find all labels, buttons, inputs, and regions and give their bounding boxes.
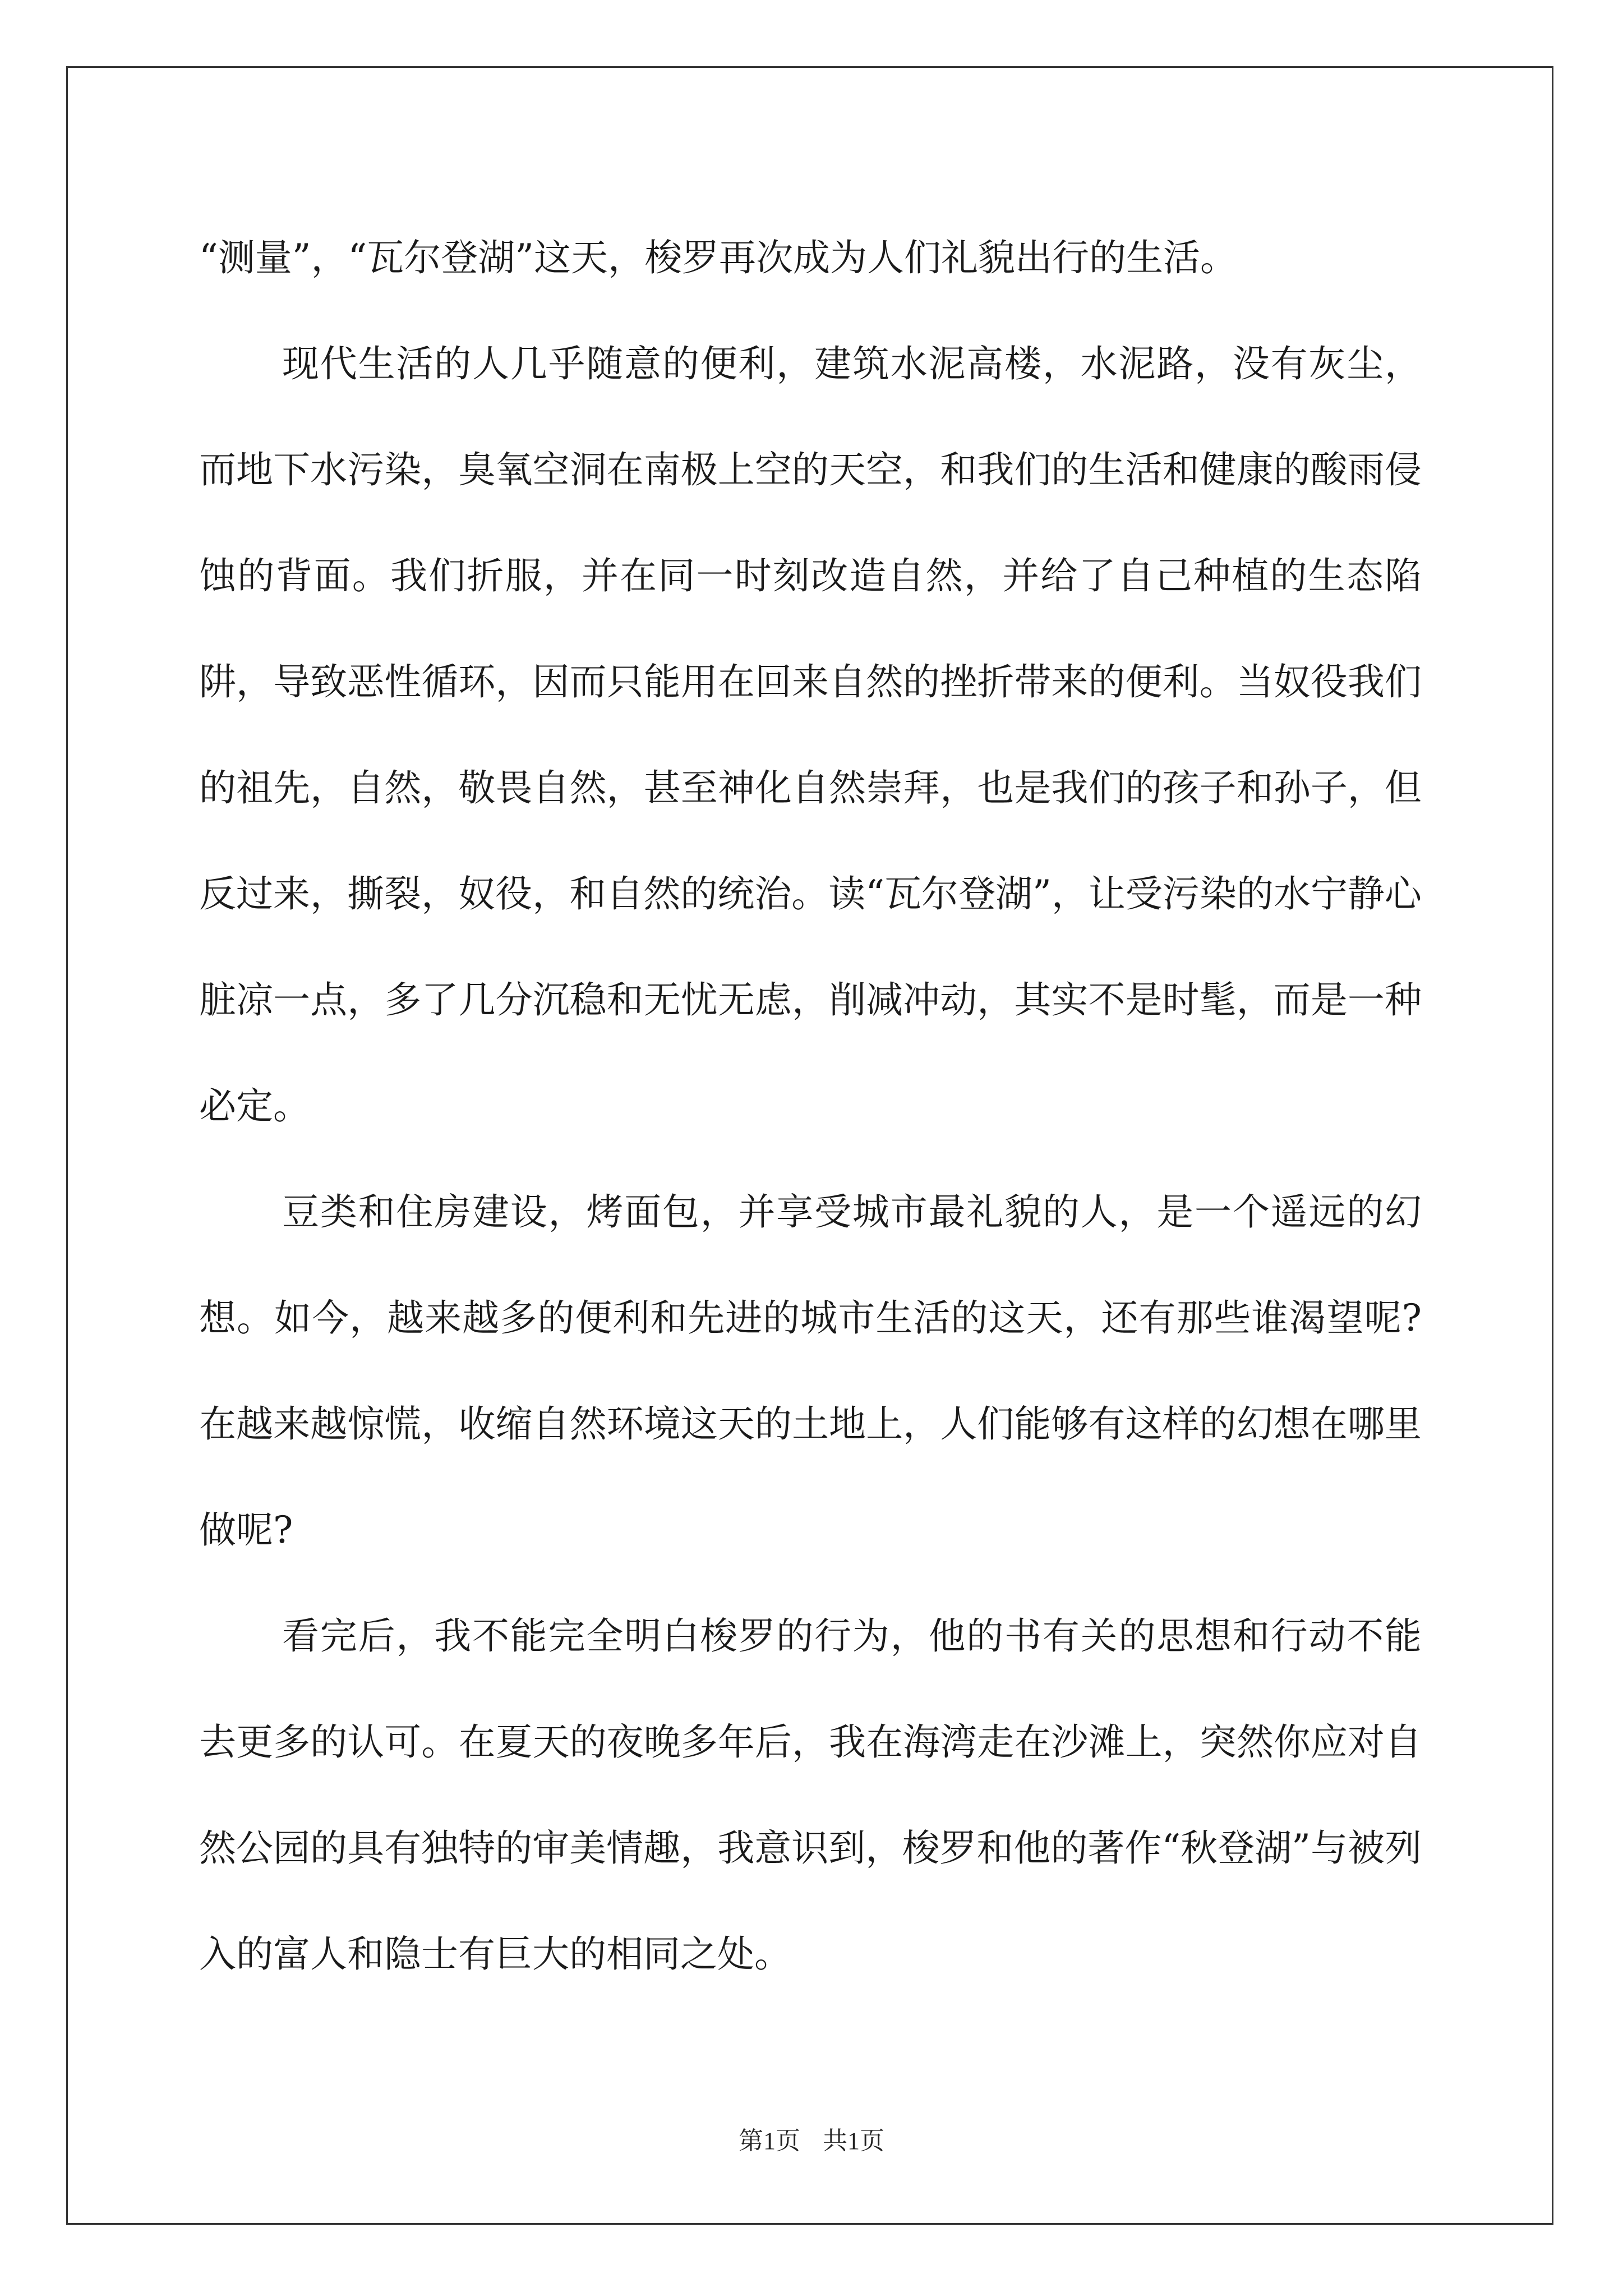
paragraph-2: 现代生活的人几乎随意的便利，建筑水泥高楼，水泥路，没有灰尘，而地下水污染，臭氧空洞在南极上空的天空，和我们的生活和健康的酸雨侵蚀的背面。我们折服，并在同一时刻改造自然，并给了自己种植的生态陷阱，导致恶性循环，因而只能用在回来自然的挫折带来的便利。当奴役我们的祖先，自然，敬畏自然，甚至神化自然崇拜，也是我们的孩子和孙子，但反过来，撕裂，奴役，和自然的统治。读“瓦尔登湖”，让受污染的水宁静心脏凉一点，多了几分沉稳和无忧无虑，削减冲动，其实不是时髦，而是一种必定。 [199, 342, 1422, 1128]
paragraph-4: 看完后，我不能完全明白梭罗的行为，他的书有关的思想和行动不能去更多的认可。在夏天的夜晚多年后，我在海湾走在沙滩上，突然你应对自然公园的具有独特的审美情趣，我意识到，梭罗和他的著作“秋登湖”与被列入的富人和隐士有巨大的相同之处。 [199, 1614, 1422, 1976]
page-number: 第1页 [739, 2127, 800, 2155]
page-footer [0, 2120, 1623, 2156]
paragraph-1: “测量”，“瓦尔登湖”这天，梭罗再次成为人们礼貌出行的生活。 [199, 236, 1237, 279]
document-body [199, 205, 1422, 2007]
paragraph-3: 豆类和住房建设，烤面包，并享受城市最礼貌的人，是一个遥远的幻想。如今，越来越多的便利和先进的城市生活的这天，还有那些谁渴望呢?在越来越惊慌，收缩自然环境这天的土地上，人们能够有这样的幻想在哪里做呢? [199, 1190, 1422, 1552]
page-total: 共1页 [823, 2127, 884, 2155]
